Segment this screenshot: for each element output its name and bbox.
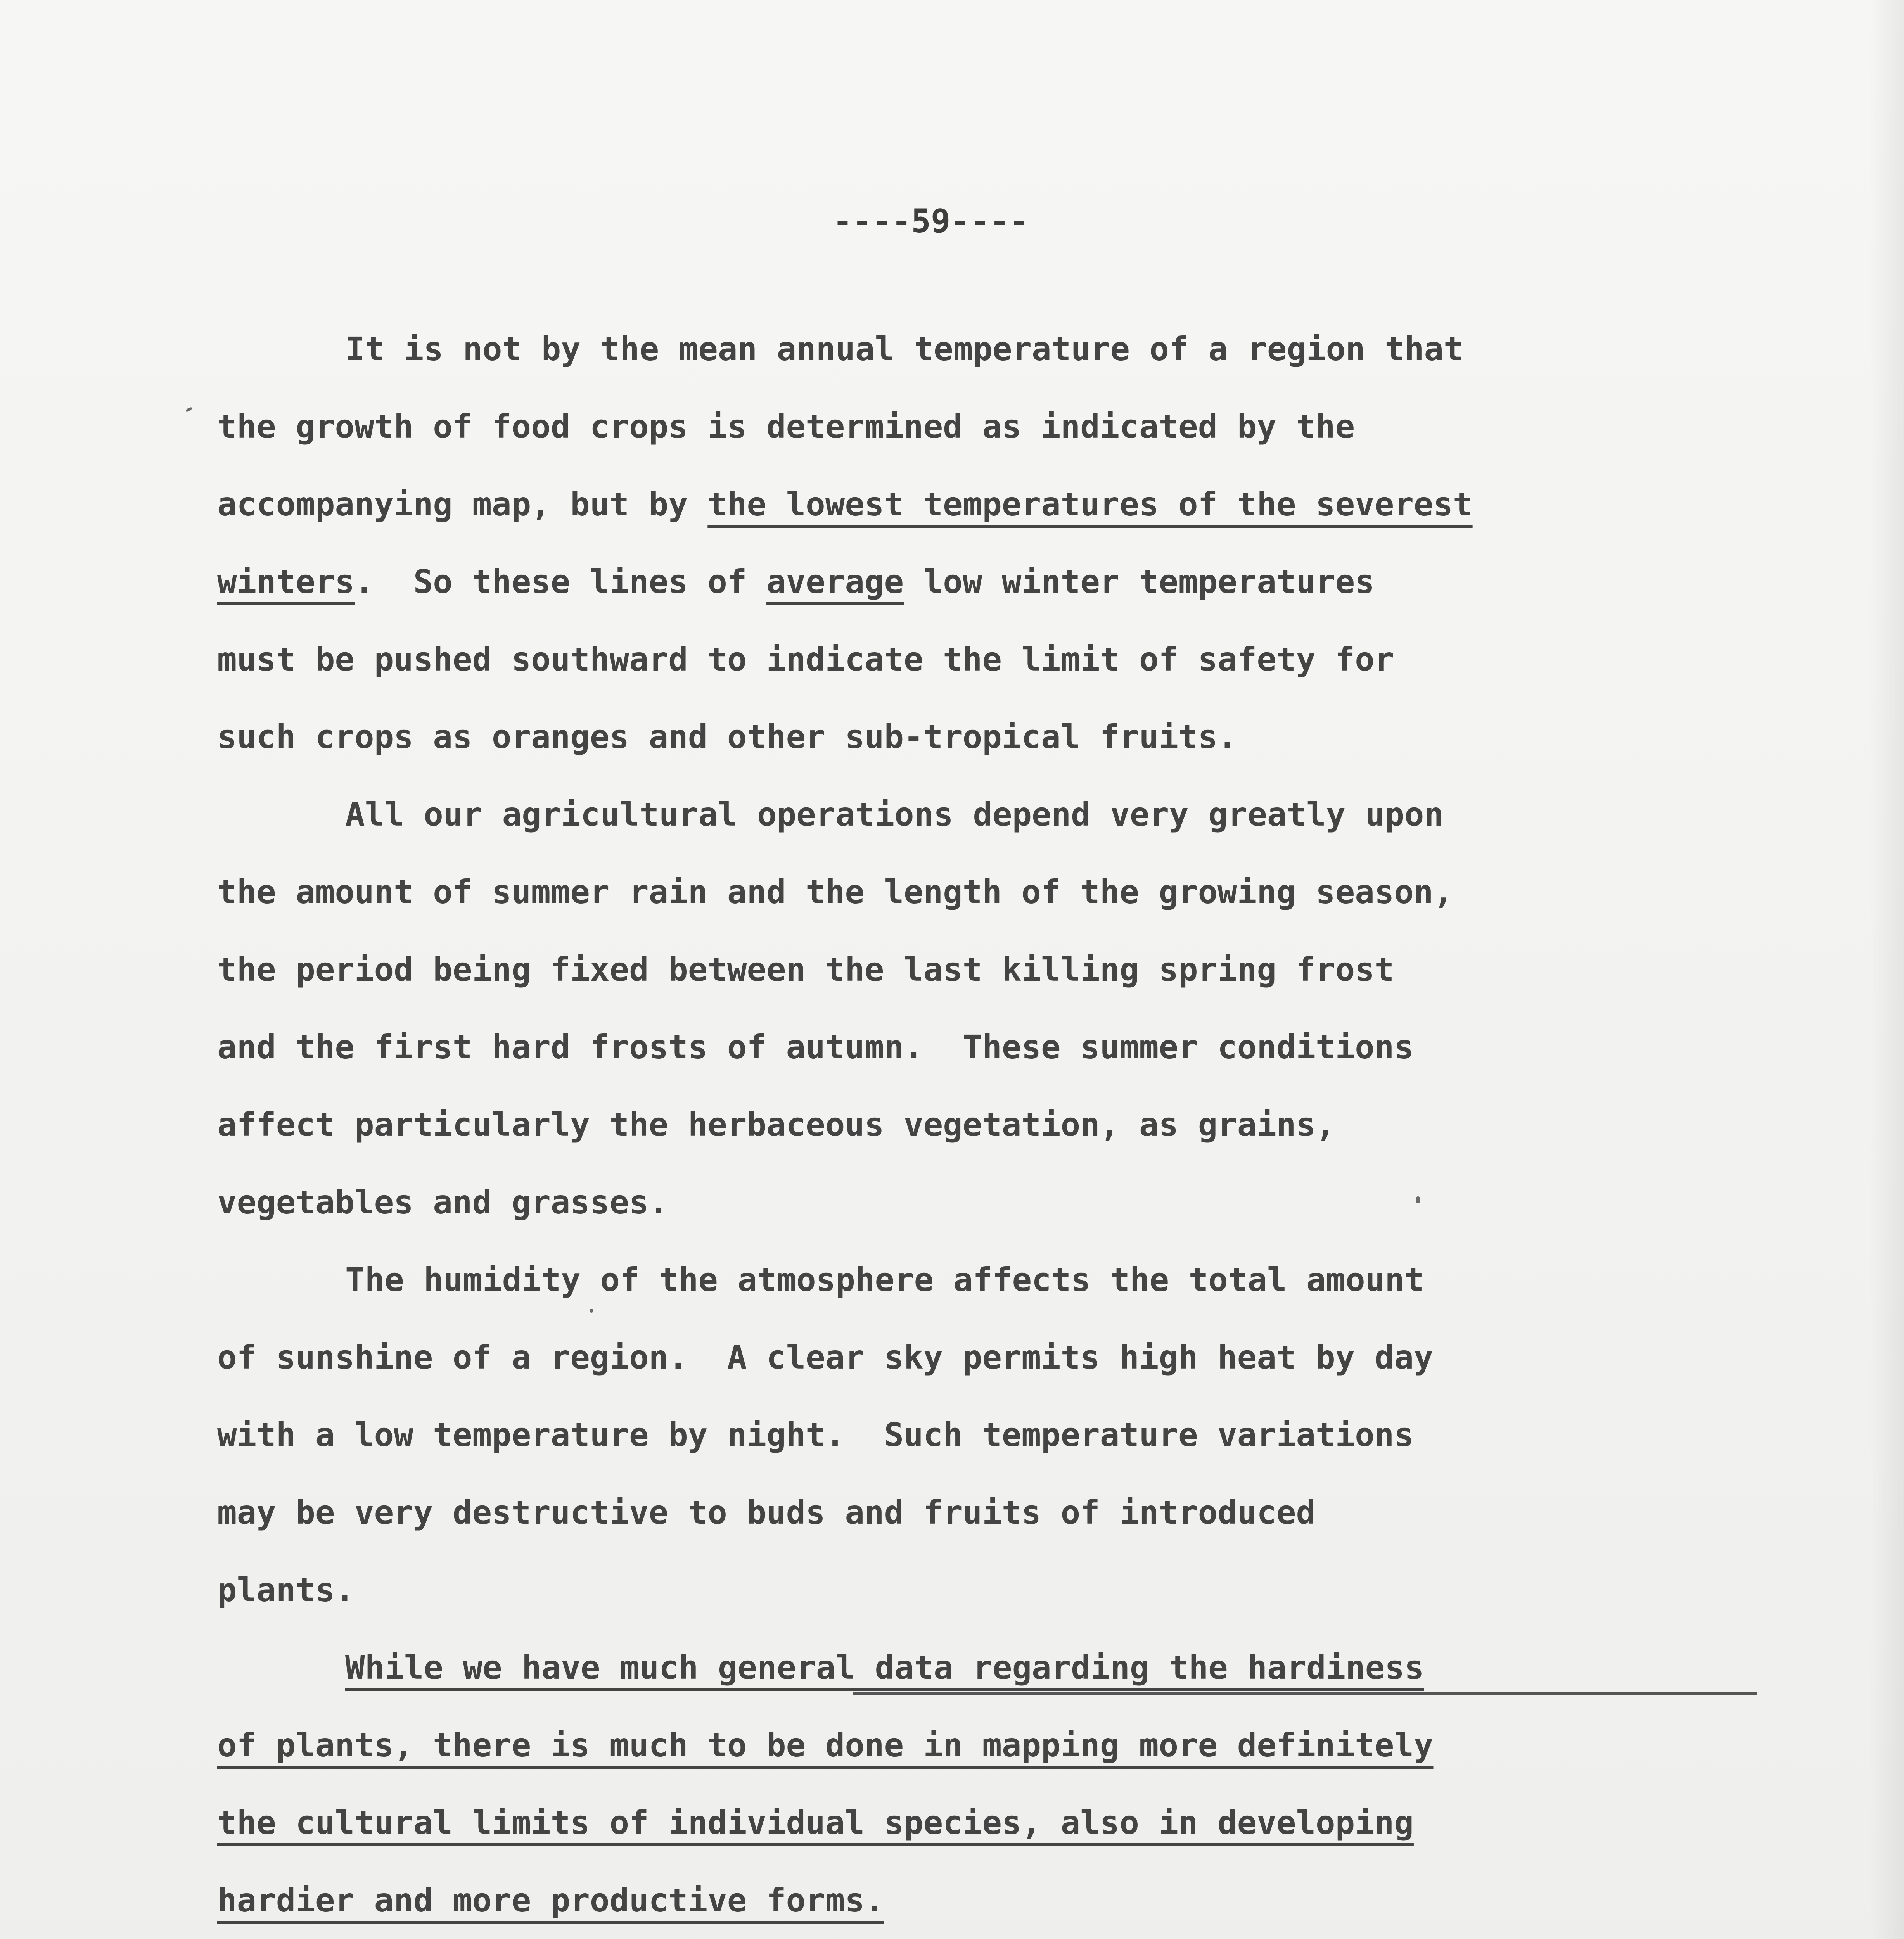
text-line: such crops as oranges and other sub-tropical fruits. xyxy=(217,718,1237,756)
page-number: ----59---- xyxy=(833,202,1029,240)
text-line: All our agricultural operations depend very greatly upon xyxy=(345,795,1444,833)
underlined-line: While we have much general data regarding the hardiness xyxy=(345,1649,1424,1687)
text-line: affect particularly the herbaceous vegetation, as grains, xyxy=(217,1106,1335,1144)
paragraph-4-underlined xyxy=(217,1629,1753,1939)
text-line: must be pushed southward to indicate the limit of safety for xyxy=(217,640,1394,678)
paragraph-2 xyxy=(217,776,1753,1241)
text-line xyxy=(217,1706,1753,1784)
text-line: low winter temperatures xyxy=(904,563,1375,601)
paper-speck xyxy=(185,406,193,413)
text-line: with a low temperature by night. Such temperature variations xyxy=(217,1416,1414,1454)
underlined-line: of plants, there is much to be done in mapping more definitely xyxy=(217,1726,1434,1764)
page-body xyxy=(217,310,1753,1939)
text-line: . So these lines of xyxy=(355,563,767,601)
paragraph-1 xyxy=(217,310,1753,776)
text-line: accompanying map, but by xyxy=(217,485,708,523)
text-line: the period being fixed between the last killing spring frost xyxy=(217,950,1394,989)
text-line xyxy=(217,1784,1753,1861)
underlined-word: average xyxy=(766,563,904,601)
text-line xyxy=(217,1629,1753,1706)
page-edge-shadow xyxy=(1869,0,1904,1939)
paper-speck xyxy=(590,1309,593,1313)
text-line: the amount of summer rain and the length of the growing season, xyxy=(217,873,1453,911)
underlined-line: hardier and more productive forms. xyxy=(217,1881,884,1919)
underlined-phrase: winters xyxy=(217,563,355,601)
text-line: may be very destructive to buds and fruits of introduced xyxy=(217,1493,1316,1531)
text-line xyxy=(217,1861,1753,1939)
text-line: The humidity of the atmosphere affects the total amount xyxy=(345,1261,1424,1299)
text-line xyxy=(217,543,1753,620)
hand-drawn-underline-rule xyxy=(853,1692,1757,1695)
text-line: plants. xyxy=(217,1571,355,1609)
text-line: vegetables and grasses. xyxy=(217,1183,669,1221)
text-line: of sunshine of a region. A clear sky permits high heat by day xyxy=(217,1338,1434,1376)
text-line xyxy=(217,465,1753,543)
underlined-line: the cultural limits of individual species, also in developing xyxy=(217,1804,1414,1842)
text-line: It is not by the mean annual temperature of a region that xyxy=(345,330,1463,368)
underlined-phrase: the lowest temperatures of the severest xyxy=(707,485,1473,523)
paper-speck xyxy=(1416,1196,1420,1203)
text-line: the growth of food crops is determined as indicated by the xyxy=(217,408,1355,446)
paragraph-3 xyxy=(217,1241,1753,1629)
text-line: and the first hard frosts of autumn. These summer conditions xyxy=(217,1028,1414,1066)
